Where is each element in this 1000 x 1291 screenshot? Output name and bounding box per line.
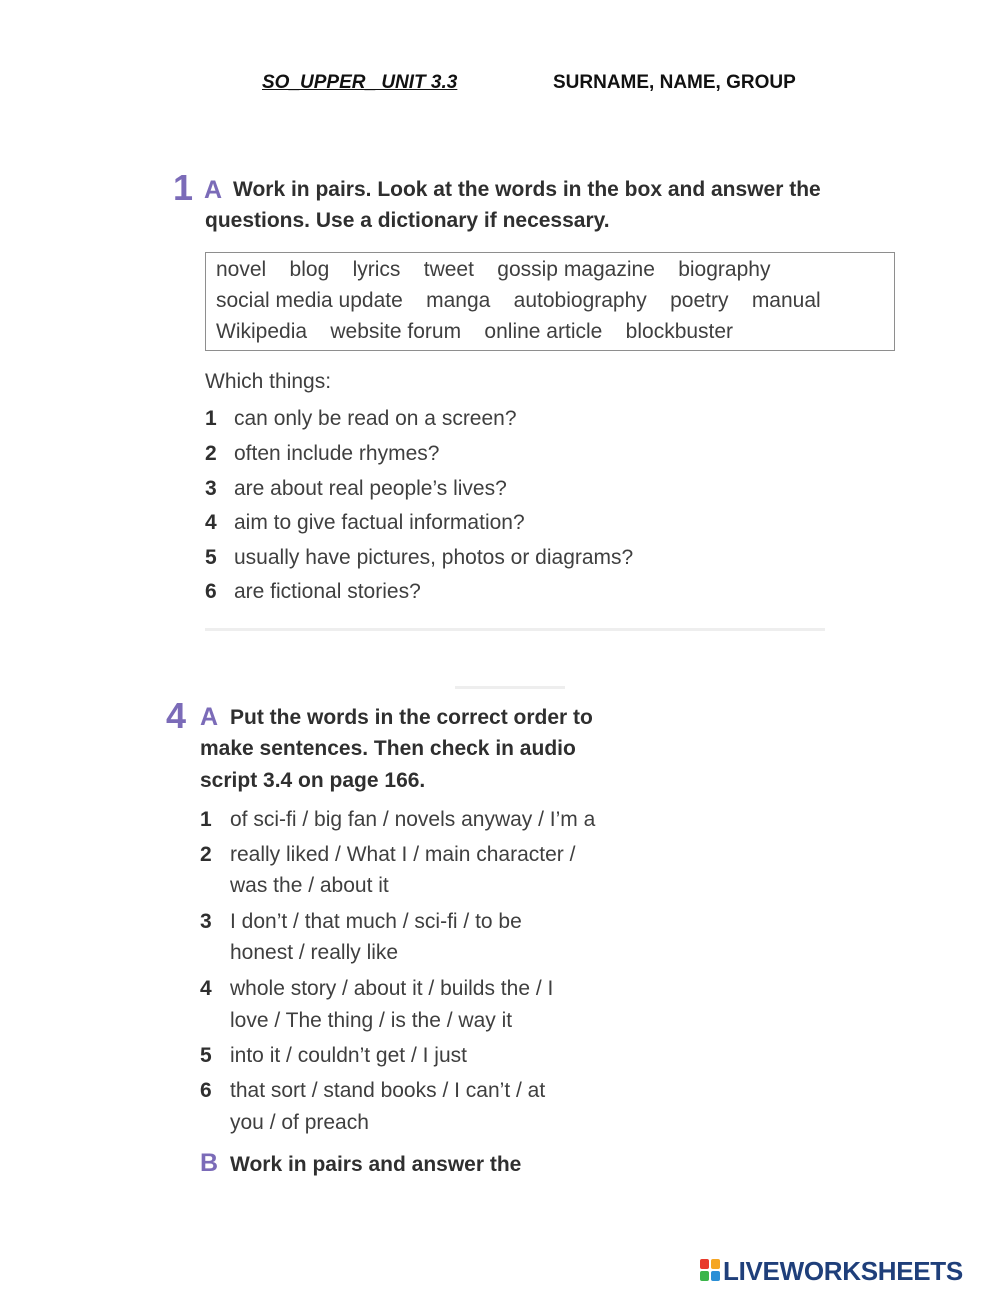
word-box-line-2: social media update manga autobiography poetry manual bbox=[216, 289, 821, 312]
question-text: aim to give factual information? bbox=[234, 511, 525, 534]
logo-block bbox=[700, 1259, 709, 1269]
logo-block bbox=[700, 1271, 709, 1281]
logo-text: LIVEWORKSHEETS bbox=[723, 1256, 963, 1286]
exercise-1-number: 1 bbox=[173, 167, 194, 208]
exercise-1-instruction-line-1: Work in pairs. Look at the words in the box and answer the bbox=[233, 178, 821, 201]
word-box-line-1: novel blog lyrics tweet gossip magazine biography bbox=[216, 258, 771, 281]
item-number: 5 bbox=[200, 1044, 212, 1067]
item-text: love / The thing / is the / way it bbox=[230, 1009, 513, 1032]
item-number: 1 bbox=[200, 808, 212, 831]
question-number: 4 bbox=[205, 511, 217, 534]
item-number: 4 bbox=[200, 977, 212, 1000]
question-text: can only be read on a screen? bbox=[234, 407, 517, 430]
exercise-4-number: 4 bbox=[166, 695, 187, 736]
question-text: often include rhymes? bbox=[234, 442, 440, 465]
exercise-1-part-a-letter: A bbox=[204, 176, 223, 204]
item-text: whole story / about it / builds the / I bbox=[230, 977, 554, 1000]
item-text: really liked / What I / main character / bbox=[230, 843, 576, 866]
question-number: 2 bbox=[205, 442, 217, 465]
exercise-1-instruction-line-2: questions. Use a dictionary if necessary. bbox=[205, 209, 610, 232]
item-text: was the / about it bbox=[230, 874, 389, 897]
exercise-1-lead: Which things: bbox=[205, 370, 332, 393]
logo-mark-icon bbox=[700, 1259, 720, 1281]
item-text: I don’t / that much / sci-fi / to be bbox=[230, 910, 522, 933]
exercise-4-instruction-line-1: Put the words in the correct order to bbox=[230, 706, 593, 729]
exercise-4-part-b-letter: B bbox=[200, 1149, 219, 1177]
item-text: honest / really like bbox=[230, 941, 399, 964]
item-text: of sci-fi / big fan / novels anyway / I’m a bbox=[230, 808, 596, 831]
question-number: 6 bbox=[205, 580, 217, 603]
logo-block bbox=[711, 1271, 720, 1281]
question-text: usually have pictures, photos or diagrams? bbox=[234, 546, 634, 569]
item-text: you / of preach bbox=[230, 1111, 369, 1134]
scan-artifact-line bbox=[205, 628, 825, 631]
exercise-4-part-b-instruction: Work in pairs and answer the bbox=[230, 1153, 522, 1176]
item-text: that sort / stand books / I can’t / at bbox=[230, 1079, 546, 1102]
word-box bbox=[205, 252, 895, 351]
question-number: 5 bbox=[205, 546, 217, 569]
item-number: 6 bbox=[200, 1079, 212, 1102]
question-number: 3 bbox=[205, 477, 217, 500]
item-text: into it / couldn’t get / I just bbox=[230, 1044, 467, 1067]
logo-block bbox=[711, 1259, 720, 1269]
exercise-4-part-a-letter: A bbox=[200, 703, 219, 731]
worksheet-title: SO_UPPER_ UNIT 3.3 bbox=[262, 72, 458, 93]
liveworksheets-logo bbox=[700, 1256, 990, 1284]
item-number: 2 bbox=[200, 843, 212, 866]
word-box-line-3: Wikipedia website forum online article blockbuster bbox=[216, 320, 734, 343]
question-text: are about real people’s lives? bbox=[234, 477, 507, 500]
question-number: 1 bbox=[205, 407, 217, 430]
exercise-4-instruction-line-3: script 3.4 on page 166. bbox=[200, 769, 426, 792]
question-text: are fictional stories? bbox=[234, 580, 421, 603]
exercise-4-instruction-line-2: make sentences. Then check in audio bbox=[200, 737, 576, 760]
student-fields-label: SURNAME, NAME, GROUP bbox=[553, 72, 796, 93]
item-number: 3 bbox=[200, 910, 212, 933]
scan-artifact-line bbox=[455, 686, 565, 689]
